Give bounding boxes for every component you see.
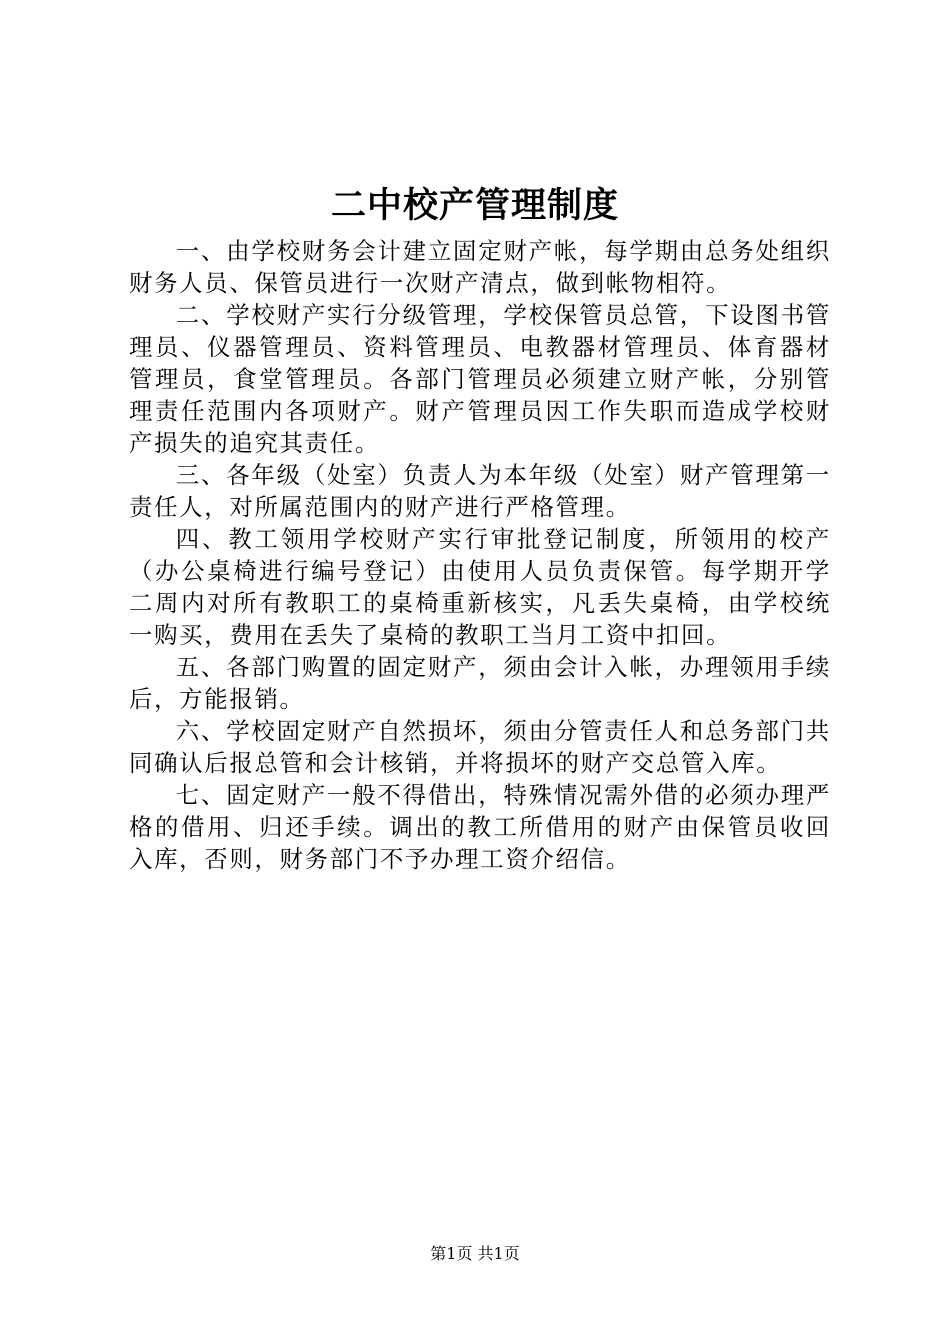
- paragraph-7: 七、固定财产一般不得借出，特殊情况需外借的必须办理严格的借用、归还手续。调出的教工所借用的财产由保管员收回入库，否则，财务部门不予办理工资介绍信。: [129, 781, 831, 873]
- paragraph-2: 二、学校财产实行分级管理，学校保管员总管，下设图书管理员、仪器管理员、资料管理员、电教器材管理员、体育器材管理员，食堂管理员。各部门管理员必须建立财产帐，分别管理责任范围内各项财产。财产管理员因工作失职而造成学校财产损失的追究其责任。: [129, 301, 831, 457]
- paragraph-3: 三、各年级（处室）负责人为本年级（处室）财产管理第一责任人，对所属范围内的财产进行严格管理。: [129, 461, 831, 521]
- paragraph-1: 一、由学校财务会计建立固定财产帐，每学期由总务处组织财务人员、保管员进行一次财产清点，做到帐物相符。: [129, 237, 831, 297]
- document-body: [129, 235, 831, 875]
- paragraph-5: 五、各部门购置的固定财产，须由会计入帐，办理领用手续后，方能报销。: [129, 653, 831, 713]
- page-number-footer: 第1页 共1页: [430, 1244, 520, 1263]
- paragraph-6: 六、学校固定财产自然损坏，须由分管责任人和总务部门共同确认后报总管和会计核销，并将损坏的财产交总管入库。: [129, 717, 831, 777]
- page-title: 二中校产管理制度: [330, 185, 619, 226]
- paragraph-4: 四、教工领用学校财产实行审批登记制度，所领用的校产（办公桌椅进行编号登记）由使用人员负责保管。每学期开学二周内对所有教职工的桌椅重新核实，凡丢失桌椅，由学校统一购买，费用在丢失了桌椅的教职工当月工资中扣回。: [129, 525, 831, 649]
